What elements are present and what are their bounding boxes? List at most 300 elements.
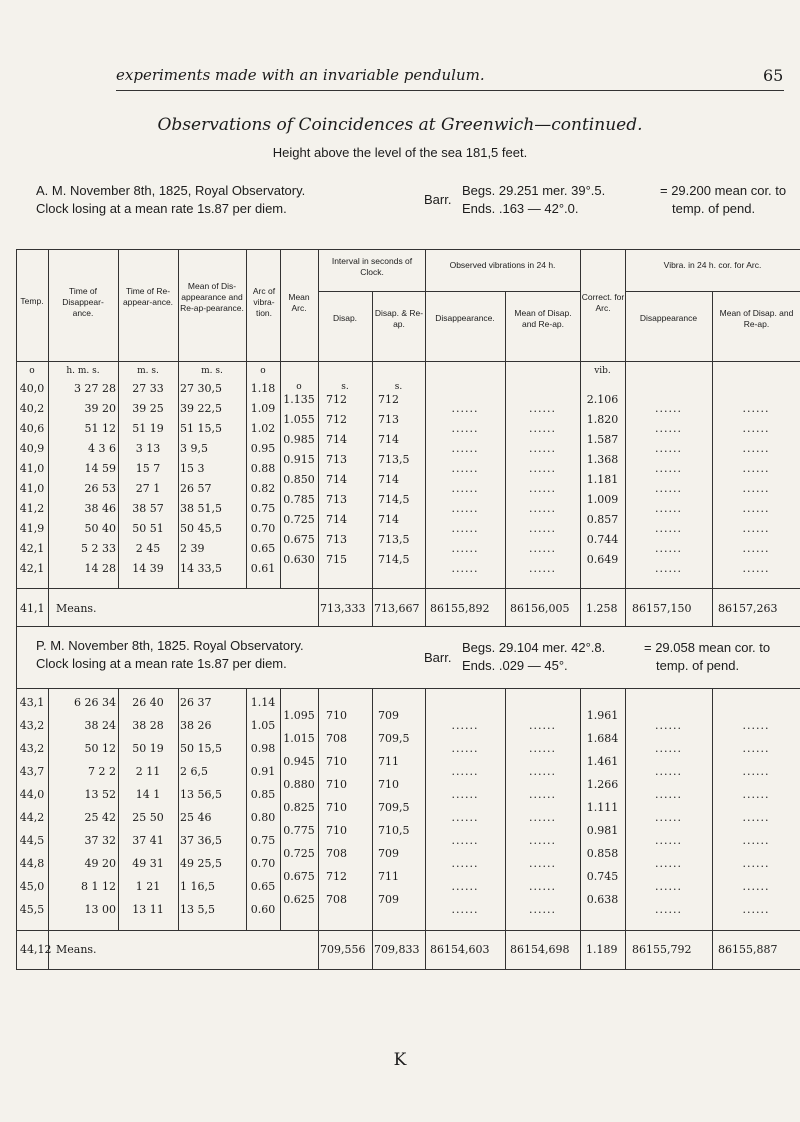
am-means-label: Means. (56, 602, 97, 615)
observed-disap-cell: ...... (451, 880, 479, 893)
mean-time-cell: 50 15,5 (180, 742, 222, 755)
observed-mean-cell: ...... (529, 542, 556, 555)
interval-disap-cell: 710 (326, 777, 347, 791)
interval-reap-cell: 712 (378, 393, 399, 406)
am-col-rule (712, 291, 713, 626)
observed-disap-cell: ...... (451, 903, 479, 916)
correction-cell: 1.684 (586, 731, 619, 745)
arc-cell: 0.75 (250, 502, 276, 515)
page-subtitle: Height above the level of the sea 181,5 feet. (272, 145, 528, 160)
reappearance-cell: 25 50 (132, 811, 164, 824)
disappearance-cell: 39 20 (84, 402, 116, 415)
interval-reap-cell: 709,5 (378, 731, 410, 745)
reappearance-cell: 39 25 (132, 402, 164, 415)
am-means-interval-disap: 713,333 (320, 602, 366, 615)
am-means-temp: 41,1 (20, 602, 45, 615)
interval-reap-cell: 714,5 (378, 493, 410, 506)
interval-disap-cell: 714 (326, 473, 347, 486)
observed-mean-cell: ...... (529, 402, 556, 415)
mean-arc-cell: 0.625 (283, 892, 315, 906)
mean-time-cell: 1 16,5 (180, 880, 215, 893)
observed-disap-cell: ...... (451, 522, 479, 535)
am-section-bottom-rule (16, 626, 800, 627)
vibrations-disap-cell: ...... (655, 562, 682, 575)
col-header-observed-disap: Disappearance. (435, 313, 495, 323)
disappearance-cell: 13 00 (84, 903, 116, 916)
vibrations-disap-cell: ...... (655, 880, 682, 893)
mean-time-cell: 13 5,5 (180, 903, 215, 916)
pm-col-rule (178, 688, 179, 931)
interval-reap-cell: 709 (378, 846, 399, 860)
disappearance-cell: 49 20 (84, 857, 116, 870)
mean-arc-cell: 0.825 (283, 800, 315, 814)
am-col-rule (318, 249, 319, 626)
temp-cell: 43,2 (19, 719, 45, 732)
col-header-mean-arc: Mean Arc. (288, 292, 310, 313)
vibrations-disap-cell: ...... (655, 402, 682, 415)
col-header-vibrations-disap: Disappearance (639, 313, 698, 323)
vibrations-mean-cell: ...... (742, 811, 770, 824)
vibrations-mean-cell: ...... (742, 562, 770, 575)
disappearance-cell: 4 3 6 (88, 442, 116, 455)
temp-cell: 45,5 (19, 903, 45, 916)
interval-disap-cell: 715 (326, 553, 347, 566)
correction-cell: 0.858 (586, 846, 619, 860)
am-observation-line: A. M. November 8th, 1825, Royal Observatory. (36, 183, 306, 198)
mean-time-cell: 27 30,5 (180, 382, 222, 395)
disappearance-cell: 51 12 (84, 422, 116, 435)
pm-means-temp: 44,12 (20, 943, 52, 956)
mean-arc-cell: 1.055 (283, 413, 315, 426)
correction-cell: 0.649 (586, 553, 619, 566)
arc-cell: 0.82 (250, 482, 276, 495)
temp-cell: 44,5 (19, 834, 45, 847)
mean-time-cell: 39 22,5 (180, 402, 222, 415)
vibrations-disap-cell: ...... (655, 765, 682, 778)
reappearance-cell: 27 1 (135, 482, 161, 495)
mean-time-cell: 13 56,5 (180, 788, 222, 801)
arc-cell: 1.14 (250, 696, 276, 709)
observed-mean-cell: ...... (529, 742, 556, 755)
disappearance-cell: 14 28 (84, 562, 116, 575)
vibrations-disap-cell: ...... (655, 482, 682, 495)
temp-cell: 44,2 (19, 811, 45, 824)
pm-means-correction: 1.189 (586, 943, 618, 956)
am-col-rule (48, 249, 49, 626)
observed-disap-cell: ...... (451, 742, 479, 755)
signature-mark: K (393, 1050, 407, 1070)
col-header-vibrations: Vibra. in 24 h. cor. for Arc. (663, 260, 762, 270)
observed-mean-cell: ...... (529, 502, 556, 515)
vibrations-mean-cell: ...... (742, 903, 770, 916)
vibrations-disap-cell: ...... (655, 788, 682, 801)
disappearance-cell: 50 12 (84, 742, 116, 755)
reappearance-cell: 14 1 (135, 788, 161, 801)
observed-mean-cell: ...... (529, 562, 556, 575)
observed-disap-cell: ...... (451, 788, 479, 801)
observed-disap-cell: ...... (451, 482, 479, 495)
temp-cell: 41,9 (19, 522, 45, 535)
disappearance-cell: 26 53 (84, 482, 116, 495)
observed-mean-cell: ...... (529, 462, 556, 475)
am-clock-line: Clock losing at a mean rate 1s.87 per diem. (36, 201, 287, 216)
reappearance-cell: 38 28 (132, 719, 164, 732)
vibrations-mean-cell: ...... (742, 857, 770, 870)
mean-arc-cell: 0.880 (283, 777, 315, 791)
correction-cell: 1.820 (586, 413, 619, 426)
col-header-mean: Mean of Dis-appearance and Re-ap-pearance. (180, 281, 244, 313)
am-means-vibrations-mean: 86157,263 (718, 602, 778, 615)
disappearance-cell: 7 2 2 (88, 765, 116, 778)
disappearance-cell: 5 2 33 (81, 542, 116, 555)
mean-time-cell: 25 46 (180, 811, 212, 824)
unit-temp: o (29, 366, 35, 376)
vibrations-mean-cell: ...... (742, 442, 770, 455)
col-header-observed-mean: Mean of Disap. and Re-ap. (514, 308, 572, 329)
unit-interval-reap: s. (394, 382, 403, 392)
interval-disap-cell: 714 (326, 513, 347, 526)
vibrations-disap-cell: ...... (655, 742, 682, 755)
correction-cell: 1.266 (586, 777, 619, 791)
temp-cell: 40,9 (19, 442, 45, 455)
unit-disappearance: h. m. s. (66, 366, 100, 376)
col-header-arc: Arc of vibra-tion. (252, 286, 276, 318)
am-header-bottom-rule (16, 361, 800, 362)
observed-mean-cell: ...... (529, 788, 556, 801)
pm-barometer-label: Barr. (424, 650, 452, 665)
vibrations-mean-cell: ...... (742, 788, 770, 801)
mean-time-cell: 37 36,5 (180, 834, 222, 847)
observed-mean-cell: ...... (529, 522, 556, 535)
mean-time-cell: 38 51,5 (180, 502, 222, 515)
col-header-interval: Interval in seconds of Clock. (331, 256, 413, 277)
arc-cell: 0.91 (250, 765, 276, 778)
mean-arc-cell: 1.095 (283, 708, 315, 722)
observed-disap-cell: ...... (451, 834, 479, 847)
mean-arc-cell: 0.945 (283, 754, 315, 768)
pm-barometer-temp: temp. of pend. (656, 658, 740, 673)
page-title: Observations of Coincidences at Greenwich—continued. (157, 115, 643, 135)
temp-cell: 45,0 (19, 880, 45, 893)
vibrations-mean-cell: ...... (742, 834, 770, 847)
pm-means-vibrations-disap: 86155,792 (632, 943, 692, 956)
correction-cell: 1.587 (586, 433, 619, 446)
arc-cell: 0.98 (250, 742, 276, 755)
am-means-top-rule (16, 588, 800, 589)
page-number: 65 (763, 66, 784, 85)
vibrations-disap-cell: ...... (655, 522, 682, 535)
arc-cell: 0.61 (250, 562, 276, 575)
arc-cell: 0.75 (250, 834, 276, 847)
vibrations-mean-cell: ...... (742, 502, 770, 515)
am-barometer-label: Barr. (424, 192, 452, 207)
temp-cell: 40,2 (19, 402, 45, 415)
am-col-rule (505, 291, 506, 626)
mean-arc-cell: 0.675 (283, 869, 315, 883)
mean-arc-cell: 0.675 (283, 533, 315, 546)
disappearance-cell: 6 26 34 (74, 696, 116, 709)
observed-mean-cell: ...... (529, 903, 556, 916)
interval-disap-cell: 712 (326, 869, 347, 883)
interval-reap-cell: 709,5 (378, 800, 410, 814)
vibrations-mean-cell: ...... (742, 542, 770, 555)
observed-mean-cell: ...... (529, 857, 556, 870)
am-col-rule (246, 249, 247, 589)
am-col-rule (118, 249, 119, 589)
reappearance-cell: 27 33 (132, 382, 164, 395)
vibrations-mean-cell: ...... (742, 422, 770, 435)
mean-time-cell: 2 6,5 (180, 765, 208, 778)
interval-disap-cell: 708 (326, 846, 347, 860)
interval-reap-cell: 713 (378, 413, 399, 426)
observed-disap-cell: ...... (451, 542, 479, 555)
mean-time-cell: 26 57 (180, 482, 212, 495)
col-header-interval-reap: Disap. & Re-ap. (374, 308, 424, 329)
disappearance-cell: 50 40 (84, 522, 116, 535)
vibrations-mean-cell: ...... (742, 742, 770, 755)
col-header-correction: Correct. for Arc. (581, 292, 625, 313)
disappearance-cell: 8 1 12 (81, 880, 116, 893)
pm-observation-line: P. M. November 8th, 1825. Royal Observatory. (36, 638, 304, 653)
interval-reap-cell: 709 (378, 708, 399, 722)
arc-cell: 0.85 (250, 788, 276, 801)
interval-disap-cell: 714 (326, 433, 347, 446)
arc-cell: 1.18 (250, 382, 276, 395)
pm-col-rule (48, 688, 49, 969)
mean-arc-cell: 1.015 (283, 731, 315, 745)
interval-reap-cell: 713,5 (378, 453, 410, 466)
interval-disap-cell: 712 (326, 393, 347, 406)
arc-cell: 0.70 (250, 857, 276, 870)
vibrations-mean-cell: ...... (742, 462, 770, 475)
reappearance-cell: 14 39 (132, 562, 164, 575)
interval-disap-cell: 710 (326, 823, 347, 837)
arc-cell: 1.09 (250, 402, 276, 415)
mean-arc-cell: 0.985 (283, 433, 315, 446)
interval-reap-cell: 714,5 (378, 553, 410, 566)
mean-arc-cell: 0.785 (283, 493, 315, 506)
am-means-observed-mean: 86156,005 (510, 602, 570, 615)
observed-mean-cell: ...... (529, 482, 556, 495)
am-barometer-temp: temp. of pend. (672, 201, 756, 216)
mean-time-cell: 15 3 (180, 462, 205, 475)
observed-disap-cell: ...... (451, 562, 479, 575)
temp-cell: 40,0 (19, 382, 45, 395)
reappearance-cell: 50 19 (132, 742, 164, 755)
interval-disap-cell: 710 (326, 708, 347, 722)
mean-time-cell: 51 15,5 (180, 422, 222, 435)
am-means-interval-reap: 713,667 (374, 602, 420, 615)
observed-sub-rule (425, 291, 580, 292)
correction-cell: 1.368 (586, 453, 619, 466)
vibrations-disap-cell: ...... (655, 542, 682, 555)
mean-time-cell: 50 45,5 (180, 522, 222, 535)
vibrations-disap-cell: ...... (655, 462, 682, 475)
col-header-temp: Temp. (20, 296, 44, 306)
mean-time-cell: 49 25,5 (180, 857, 222, 870)
interval-reap-cell: 714 (378, 433, 399, 446)
mean-time-cell: 38 26 (180, 719, 212, 732)
vibrations-mean-cell: ...... (742, 482, 770, 495)
vibrations-mean-cell: ...... (742, 719, 770, 732)
am-barometer-result: = 29.200 mean cor. to (660, 183, 787, 198)
col-header-vibrations-mean: Mean of Disap. and Re-ap. (719, 308, 794, 329)
arc-cell: 0.65 (250, 880, 276, 893)
mean-arc-cell: 1.135 (283, 393, 315, 406)
vibrations-disap-cell: ...... (655, 811, 682, 824)
interval-disap-cell: 713 (326, 533, 347, 546)
mean-time-cell: 3 9,5 (180, 442, 208, 455)
temp-cell: 43,2 (19, 742, 45, 755)
interval-reap-cell: 710 (378, 777, 399, 791)
disappearance-cell: 14 59 (84, 462, 116, 475)
vibrations-disap-cell: ...... (655, 834, 682, 847)
unit-arc: o (260, 366, 266, 376)
reappearance-cell: 50 51 (132, 522, 164, 535)
spacer (418, 291, 419, 292)
vibrations-disap-cell: ...... (655, 903, 682, 916)
reappearance-cell: 1 21 (135, 880, 161, 893)
mean-arc-cell: 0.850 (283, 473, 315, 486)
interval-reap-cell: 714 (378, 513, 399, 526)
observed-disap-cell: ...... (451, 719, 479, 732)
temp-cell: 43,1 (19, 696, 45, 709)
interval-disap-cell: 710 (326, 800, 347, 814)
temp-cell: 44,0 (19, 788, 45, 801)
am-barometer-end: Ends. .163 — 42°.0. (462, 201, 579, 216)
reappearance-cell: 37 41 (132, 834, 164, 847)
col-header-reappearance: Time of Re-appear-ance. (122, 286, 174, 307)
vibrations-disap-cell: ...... (655, 442, 682, 455)
correction-cell: 2.106 (586, 393, 619, 406)
running-title: experiments made with an invariable pendulum. (116, 66, 485, 84)
correction-cell: 1.461 (586, 754, 619, 768)
reappearance-cell: 26 40 (132, 696, 164, 709)
pm-barometer-begin: Begs. 29.104 mer. 42°.8. (462, 640, 606, 655)
mean-arc-cell: 0.725 (283, 846, 315, 860)
temp-cell: 43,7 (19, 765, 45, 778)
mean-time-cell: 14 33,5 (180, 562, 222, 575)
temp-cell: 41,0 (19, 482, 45, 495)
pm-means-interval-reap: 709,833 (374, 943, 420, 956)
interval-disap-cell: 712 (326, 413, 347, 426)
correction-cell: 1.961 (586, 708, 619, 722)
correction-cell: 0.981 (586, 823, 619, 837)
arc-cell: 0.88 (250, 462, 276, 475)
arc-cell: 0.60 (250, 903, 276, 916)
vibrations-disap-cell: ...... (655, 422, 682, 435)
correction-cell: 1.181 (586, 473, 619, 486)
arc-cell: 1.05 (250, 719, 276, 732)
am-means-vibrations-disap: 86157,150 (632, 602, 692, 615)
disappearance-cell: 25 42 (84, 811, 116, 824)
reappearance-cell: 3 13 (135, 442, 161, 455)
interval-disap-cell: 710 (326, 754, 347, 768)
pm-clock-line: Clock losing at a mean rate 1s.87 per diem. (36, 656, 287, 671)
am-barometer-begin: Begs. 29.251 mer. 39°.5. (462, 183, 606, 198)
observed-disap-cell: ...... (451, 402, 479, 415)
vibrations-mean-cell: ...... (742, 765, 770, 778)
observed-mean-cell: ...... (529, 719, 556, 732)
interval-reap-cell: 714 (378, 473, 399, 486)
interval-disap-cell: 713 (326, 493, 347, 506)
observed-mean-cell: ...... (529, 811, 556, 824)
unit-mean-arc: o (296, 382, 302, 392)
observed-disap-cell: ...... (451, 462, 479, 475)
am-col-rule (178, 249, 179, 589)
interval-reap-cell: 711 (378, 869, 399, 883)
vibrations-disap-cell: ...... (655, 719, 682, 732)
correction-cell: 0.857 (586, 513, 619, 526)
observed-disap-cell: ...... (451, 857, 479, 870)
am-means-observed-disap: 86155,892 (430, 602, 490, 615)
vibrations-mean-cell: ...... (742, 522, 770, 535)
pm-means-vibrations-mean: 86155,887 (718, 943, 778, 956)
temp-cell: 41,0 (19, 462, 45, 475)
reappearance-cell: 49 31 (132, 857, 164, 870)
correction-cell: 0.745 (586, 869, 619, 883)
correction-cell: 1.009 (586, 493, 619, 506)
observed-disap-cell: ...... (451, 765, 479, 778)
temp-cell: 41,2 (19, 502, 45, 515)
observed-disap-cell: ...... (451, 502, 479, 515)
unit-correction: vib. (594, 366, 611, 376)
observed-mean-cell: ...... (529, 442, 556, 455)
arc-cell: 0.80 (250, 811, 276, 824)
table-bottom-rule (16, 969, 800, 970)
temp-cell: 40,6 (19, 422, 45, 435)
col-header-interval-disap: Disap. (332, 313, 358, 323)
mean-time-cell: 2 39 (180, 542, 205, 555)
col-header-disappearance: Time of Disappear-ance. (62, 286, 104, 318)
col-header-observed: Observed vibrations in 24 h. (449, 260, 556, 270)
reappearance-cell: 2 11 (135, 765, 161, 778)
pm-means-observed-mean: 86154,698 (510, 943, 570, 956)
vibrations-disap-cell: ...... (655, 502, 682, 515)
interval-disap-cell: 708 (326, 892, 347, 906)
observed-disap-cell: ...... (451, 422, 479, 435)
interval-reap-cell: 711 (378, 754, 399, 768)
observed-mean-cell: ...... (529, 834, 556, 847)
correction-cell: 0.744 (586, 533, 619, 546)
observed-disap-cell: ...... (451, 442, 479, 455)
table-top-rule (16, 249, 800, 250)
header-rule (116, 90, 784, 91)
pm-means-label: Means. (56, 943, 97, 956)
reappearance-cell: 13 11 (132, 903, 164, 916)
arc-cell: 0.95 (250, 442, 276, 455)
correction-cell: 0.638 (586, 892, 619, 906)
observed-mean-cell: ...... (529, 765, 556, 778)
pm-means-observed-disap: 86154,603 (430, 943, 490, 956)
observed-disap-cell: ...... (451, 811, 479, 824)
interval-disap-cell: 708 (326, 731, 347, 745)
mean-arc-cell: 0.775 (283, 823, 315, 837)
pm-means-interval-disap: 709,556 (320, 943, 366, 956)
observed-mean-cell: ...... (529, 422, 556, 435)
temp-cell: 44,8 (19, 857, 45, 870)
correction-cell: 1.111 (586, 800, 619, 814)
am-means-correction: 1.258 (586, 602, 618, 615)
disappearance-cell: 13 52 (84, 788, 116, 801)
interval-reap-cell: 710,5 (378, 823, 410, 837)
temp-cell: 42,1 (19, 542, 45, 555)
mean-arc-cell: 0.915 (283, 453, 315, 466)
vibrations-mean-cell: ...... (742, 402, 770, 415)
interval-disap-cell: 713 (326, 453, 347, 466)
reappearance-cell: 15 7 (135, 462, 161, 475)
reappearance-cell: 38 57 (132, 502, 164, 515)
